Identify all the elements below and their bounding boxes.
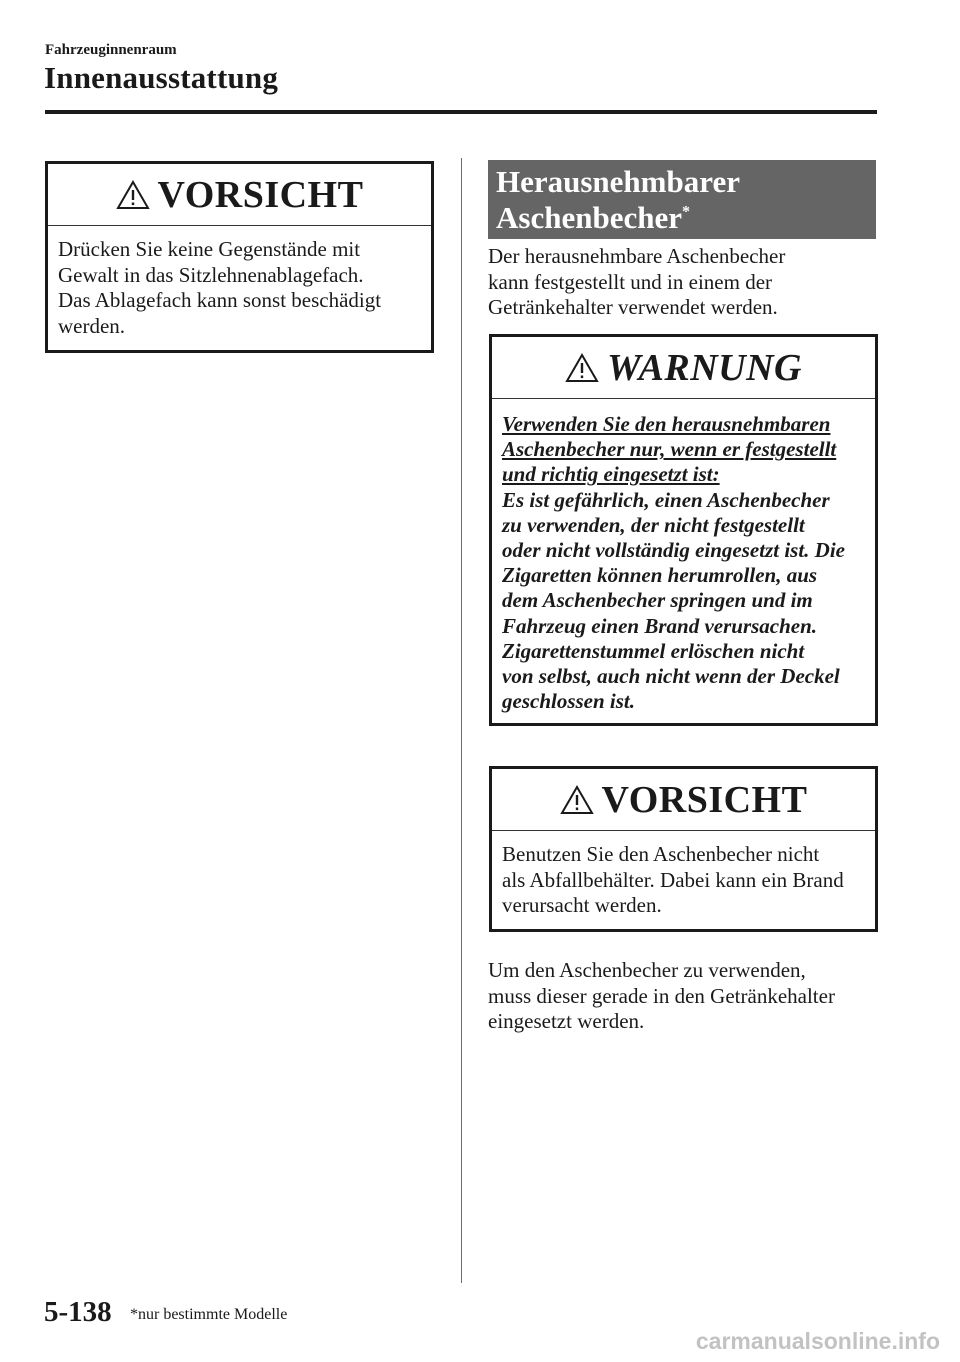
warning-lead-line: Verwenden Sie den herausnehmbaren <box>502 412 831 436</box>
section-heading-line: Herausnehmbarer <box>496 164 740 199</box>
watermark: carmanualsonline.info <box>695 1328 940 1354</box>
warning-label: WARNUNG <box>607 346 802 389</box>
footnote: *nur bestimmte Modelle <box>130 1306 288 1323</box>
caution-box-header <box>48 164 431 226</box>
warning-line: Es ist gefährlich, einen Aschenbecher <box>502 487 830 512</box>
caution-line: verursacht werden. <box>502 893 662 917</box>
warning-line: dem Aschenbecher springen und im <box>502 588 813 613</box>
warning-line: Zigaretten können herumrollen, aus <box>502 563 818 588</box>
column-divider <box>461 158 462 1283</box>
paragraph-line: kann festgestellt und in einem der <box>488 269 773 294</box>
caution-line: Benutzen Sie den Aschenbecher nicht <box>502 842 820 866</box>
caution-text <box>492 831 875 919</box>
usage-paragraph <box>488 958 888 1035</box>
warning-line: geschlossen ist. <box>502 689 636 714</box>
section-heading <box>488 160 876 239</box>
page-number: 5-138 <box>44 1296 112 1328</box>
warning-line: Zigarettenstummel erlöschen nicht <box>502 638 805 663</box>
warning-lead-line: und richtig eingesetzt ist: <box>502 462 720 487</box>
caution-label: VORSICHT <box>157 173 364 216</box>
warning-line: Fahrzeug einen Brand verursachen. <box>502 613 818 638</box>
warning-line: von selbst, auch nicht wenn der Deckel <box>502 664 840 689</box>
caution-box-left <box>45 161 434 353</box>
caution-line: Das Ablagefach kann sonst beschädigt <box>58 288 382 312</box>
caution-line: Gewalt in das Sitzlehnenablagefach. <box>58 262 364 287</box>
paragraph-line: Der herausnehmbare Aschenbecher <box>488 244 786 268</box>
paragraph-line: muss dieser gerade in den Getränkehalter <box>488 983 835 1008</box>
section-heading-line-2 <box>496 200 876 236</box>
warning-line: oder nicht vollständig eingesetzt ist. Die <box>502 538 846 563</box>
warning-line: zu verwenden, der nicht festgestellt <box>502 512 805 537</box>
caution-line: als Abfallbehälter. Dabei kann ein Brand <box>502 867 844 892</box>
caution-line: werden. <box>58 313 126 338</box>
warning-triangle-icon <box>565 353 599 383</box>
page-title: Innenausstattung <box>44 60 279 95</box>
paragraph-line: eingesetzt werden. <box>488 1009 645 1033</box>
warning-triangle-icon <box>560 785 594 815</box>
caution-label: VORSICHT <box>601 778 808 821</box>
caution-box-right <box>489 766 878 932</box>
warning-triangle-icon <box>116 180 150 210</box>
intro-paragraph <box>488 244 878 321</box>
caution-line: Drücken Sie keine Gegenstände mit <box>58 237 361 261</box>
chapter-label: Fahrzeuginnenraum <box>45 42 177 58</box>
caution-text <box>48 226 431 339</box>
header-rule <box>45 110 877 114</box>
model-footnote-mark: * <box>681 203 690 221</box>
warning-text <box>492 399 875 714</box>
warning-lead-line: Aschenbecher nur, wenn er festgestellt <box>502 437 837 462</box>
paragraph-line: Getränkehalter verwendet werden. <box>488 295 778 319</box>
section-heading-line: Aschenbecher <box>496 200 682 235</box>
warning-box-header <box>492 337 875 399</box>
paragraph-line: Um den Aschenbecher zu verwenden, <box>488 958 806 982</box>
warning-box <box>489 334 878 726</box>
caution-box-header <box>492 769 875 831</box>
